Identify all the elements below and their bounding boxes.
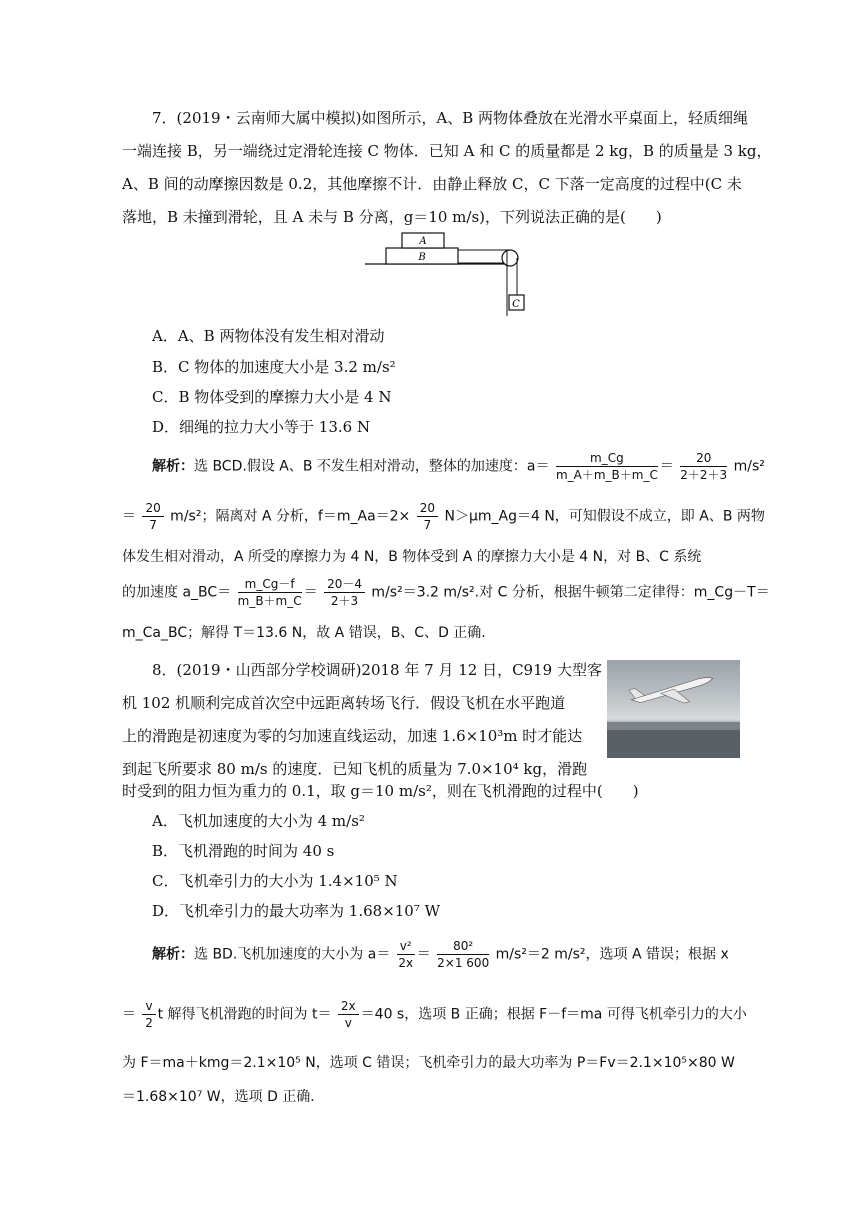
block-c-label: C [512, 299, 520, 310]
q8-solution-line-4: ＝1.68×10⁷ W，选项 D 正确． [122, 1089, 325, 1105]
q7-fraction-4: $\frac{20}{7}$ [417, 500, 438, 533]
q7-solution-label: 解析： [152, 458, 194, 475]
q7-solution-line-4: 的加速度 a_BC＝ $\frac{m\_Cg-f}{m\_B+m\_C}$ ＝ $\frac{20-4}{2+3}$ m/s²＝3.2 m/s².对 C 分析，根据牛顿第二定律得：m_Cg－T＝ [122, 577, 770, 608]
q7-fraction-3: $\frac{20}{7}$ [142, 500, 163, 533]
q7-solution-line-3: 体发生相对滑动，A 所受的摩擦力为 4 N，B 物体受到 A 的摩擦力大小是 4 N，对 B、C 系统 [122, 549, 702, 565]
q7-fraction-6: $\frac{20-4}{2+3}$ [324, 576, 365, 609]
block-a-label: A [419, 236, 427, 247]
q8-stem-line-5: 时受到的阻力恒为重力的 0.1，取 g＝10 m/s²，则在飞机滑跑的过程中( ) [122, 782, 639, 800]
airplane-photo [607, 660, 740, 758]
q7-option-d: D．细绳的拉力大小等于 13.6 N [152, 418, 371, 436]
q7-solution-line-1: 解析：选 BCD.假设 A、B 不发生相对滑动，整体的加速度：a＝ $\frac{m\_Cg}{m\_A+m\_B+m\_C}$ ＝ $\frac{20}{2+2+3}$ m/s² [152, 451, 765, 482]
q8-solution-label: 解析： [152, 946, 194, 963]
q7-fraction-1: $\frac{m\_Cg}{m\_A+m\_B+m\_C}$ [555, 451, 658, 482]
q7-fraction-5: $\frac{m\_Cg-f}{m\_B+m\_C}$ [237, 577, 302, 608]
q8-option-b: B．飞机滑跑的时间为 40 s [152, 842, 335, 860]
q7-solution-line-2: ＝ $\frac{20}{7}$ m/s²；隔离对 A 分析，f＝m_Aa＝2× $\frac{20}{7}$ N＞μm_Ag＝4 N，可知假设不成立，即 A、B 两物 [122, 501, 765, 532]
q8-solution-line-1: 解析：选 BD.飞机加速度的大小为 a＝ $\frac{\text{v²}}{2x}$ ＝ $\frac{\text{80²}}{2\times 1 600}$ m/s²＝2 m/s²，选项 A 错误；根据 x [152, 939, 729, 970]
airplane-icon [607, 660, 740, 758]
q8-stem-line-1: 8．(2019・山西部分学校调研)2018 年 7 月 12 日，C919 大型客 [152, 661, 602, 679]
q7-option-a: A．A、B 两物体没有发生相对滑动 [152, 327, 385, 345]
q7-option-c: C．B 物体受到的摩擦力大小是 4 N [152, 388, 392, 406]
q8-fraction-1: $\frac{\text{v²}}{2x}$ [398, 939, 414, 970]
block-b-label: B [418, 252, 426, 263]
q8-option-d: D．飞机牵引力的最大功率为 1.68×10⁷ W [152, 902, 441, 920]
q8-stem-line-3: 上的滑跑是初速度为零的匀加速直线运动，加速 1.6×10³m 时才能达 [122, 727, 583, 745]
q7-solution-line-5: m_Ca_BC；解得 T＝13.6 N，故 A 错误，B、C、D 正确． [122, 625, 496, 641]
q7-stem-line-4: 落地，B 未撞到滑轮，且 A 未与 B 分离，g＝10 m/s)，下列说法正确的是( ) [122, 208, 662, 226]
pulley-diagram [360, 228, 540, 320]
q7-sol-text: 选 BCD.假设 A、B 不发生相对滑动，整体的加速度：a＝ [194, 458, 550, 475]
q8-option-a: A．飞机加速度的大小为 4 m/s² [152, 812, 365, 830]
q7-stem-line-3: A、B 间的动摩擦因数是 0.2，其他摩擦不计．由静止释放 C，C 下落一定高度的过程中(C 未 [122, 175, 742, 193]
q8-fraction-3: $\frac{v}{2}$ [142, 998, 155, 1031]
q7-fraction-2: $\frac{20}{2+2+3}$ [680, 451, 728, 482]
q8-fraction-2: $\frac{\text{80²}}{2\times 1 600}$ [437, 939, 490, 970]
q8-stem-line-2: 机 102 机顺利完成首次空中远距离转场飞行．假设飞机在水平跑道 [122, 694, 566, 712]
q7-option-b: B．C 物体的加速度大小是 3.2 m/s² [152, 358, 396, 376]
q8-option-c: C．飞机牵引力的大小为 1.4×10⁵ N [152, 872, 398, 890]
q7-stem-line-2: 一端连接 B，另一端绕过定滑轮连接 C 物体．已知 A 和 C 的质量都是 2 kg，B 的质量是 3 kg， [122, 142, 772, 160]
q8-fraction-4: $\frac{2x}{v}$ [338, 998, 359, 1031]
pulley-wheel [502, 250, 518, 266]
q8-solution-line-2: ＝ $\frac{v}{2}$ t 解得飞机滑跑的时间为 t＝ $\frac{2x}{v}$ ＝40 s，选项 B 正确；根据 F－f＝ma 可得飞机牵引力的大小 [122, 999, 747, 1030]
q7-stem-line-1: 7．(2019・云南师大属中模拟)如图所示，A、B 两物体叠放在光滑水平桌面上，轻质细绳 [152, 109, 749, 127]
q8-stem-line-4: 到起飞所要求 80 m/s 的速度．已知飞机的质量为 7.0×10⁴ kg，滑跑 [122, 760, 588, 778]
q8-solution-line-3: 为 F＝ma＋kmg＝2.1×10⁵ N，选项 C 错误；飞机牵引力的最大功率为 P＝Fv＝2.1×10⁵×80 W [122, 1055, 735, 1071]
